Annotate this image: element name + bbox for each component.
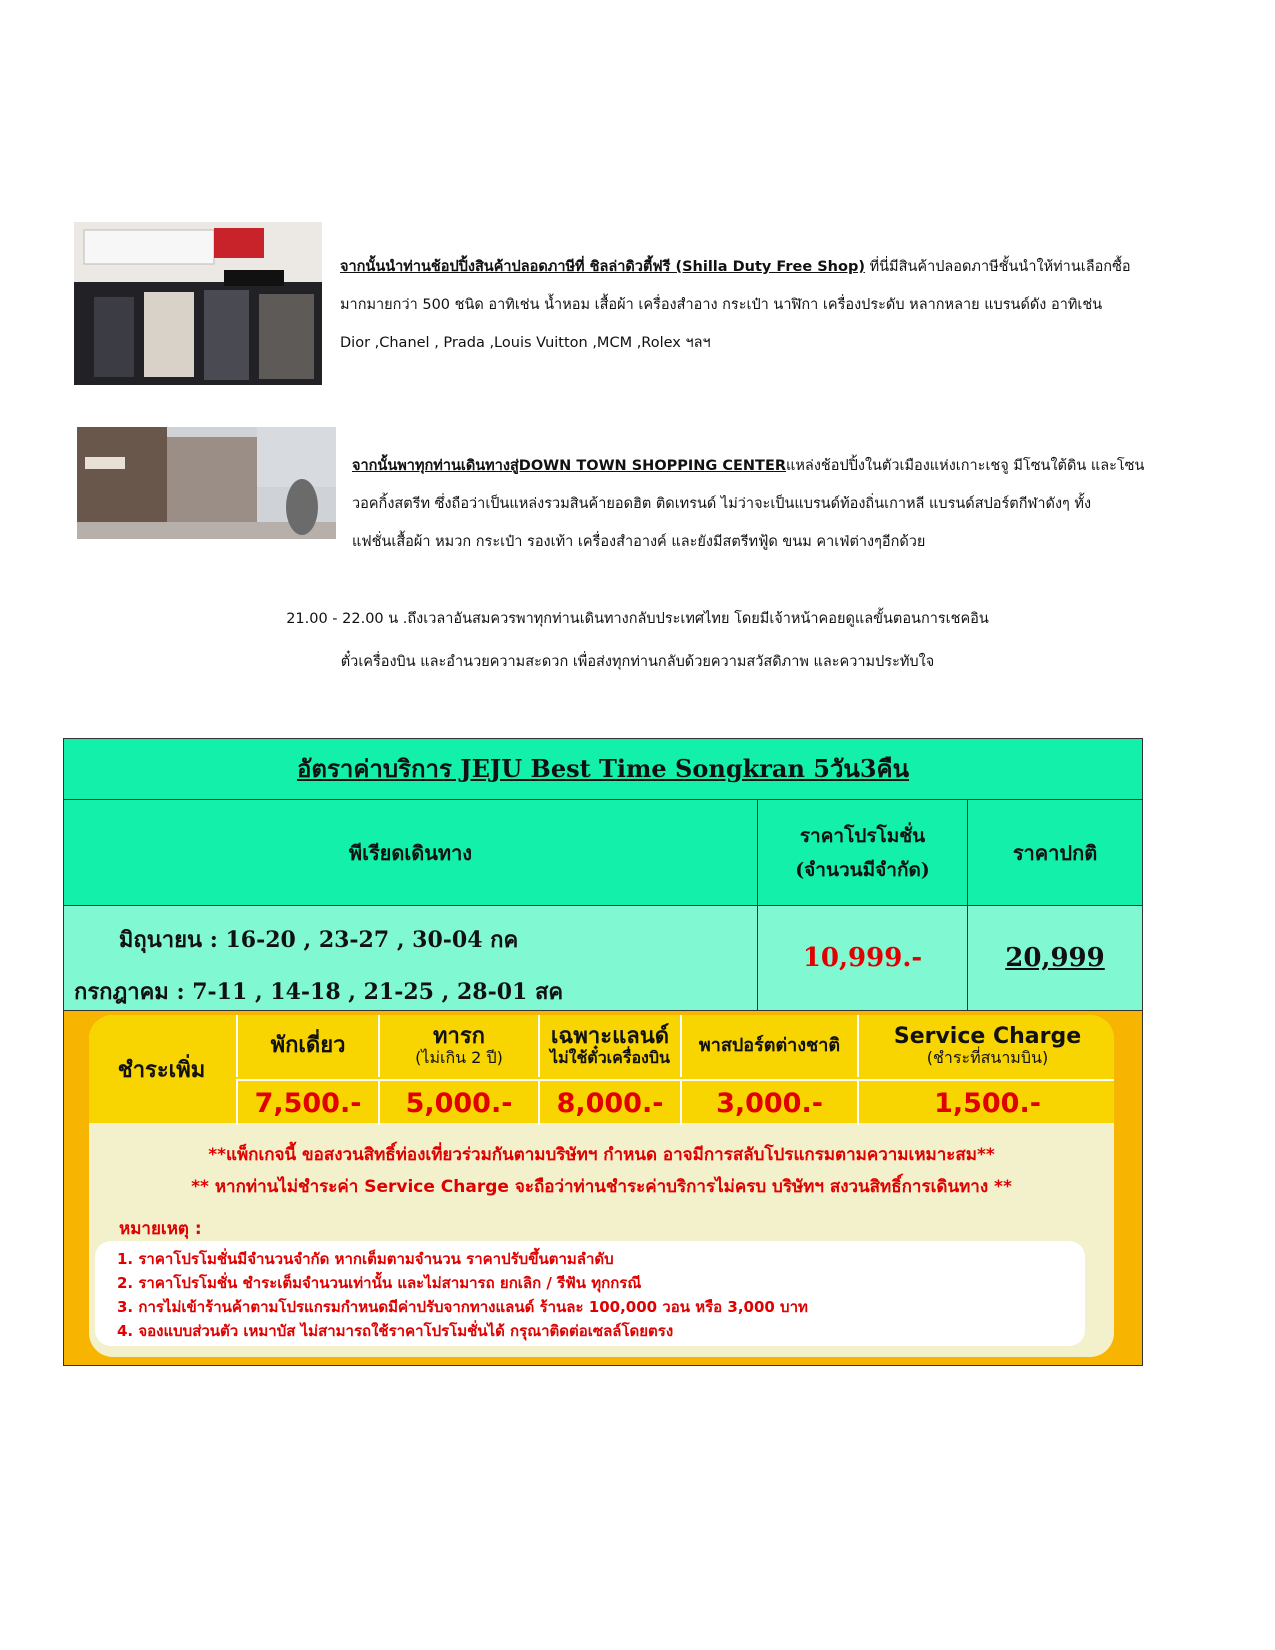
shop-front-illustration bbox=[74, 222, 322, 385]
extra-header-foreign-passport bbox=[680, 1015, 857, 1077]
downtown-line1-rest: แหล่งช้อปปิ้งในตัวเมืองแห่งเกาะเชจู มีโซนใต้ดิน และโซน bbox=[786, 458, 1145, 474]
header-period: พีเรียดเดินทาง bbox=[64, 800, 758, 905]
table-header-row bbox=[64, 800, 1142, 906]
extra-header-service-charge bbox=[857, 1015, 1114, 1077]
header-promo-line2: (จำนวนมีจำกัด) bbox=[795, 858, 930, 881]
shilla-lead: จากนั้นนำท่านช้อปปิ้งสินค้าปลอดภาษีที่ ชิลล่าดิวตี้ฟรี (Shilla Duty Free Shop) bbox=[340, 259, 865, 275]
note-item: 2. ราคาโปรโมชั่น ชำระเต็มจำนวนเท่านั้น และไม่สามารถ ยกเลิก / รีฟัน ทุกกรณี bbox=[117, 1274, 642, 1292]
extra-header-single bbox=[236, 1015, 378, 1077]
price-table bbox=[63, 738, 1143, 1366]
price-landonly: 8,000.- bbox=[538, 1079, 680, 1125]
header-normal: ราคาปกติ bbox=[1012, 840, 1098, 865]
warning-line1: **แพ็กเกจนี้ ขอสงวนสิทธิ์ท่องเที่ยวร่วมกันตามบริษัทฯ กำหนด อาจมีการสลับโปรแกรมตามความเหมาะสม** bbox=[208, 1145, 995, 1165]
note-item: 1. ราคาโปรโมชั่นมีจำนวนจำกัด หากเต็มตามจำนวน ราคาปรับขึ้นตามลำดับ bbox=[117, 1250, 614, 1268]
table-row bbox=[64, 906, 1142, 1011]
header-promo-line1: ราคาโปรโมชั่น bbox=[799, 824, 926, 847]
downtown-street-photo bbox=[77, 427, 336, 539]
extra-landonly-sub: ไม่ใช้ตั๋วเครื่องบิน bbox=[550, 1048, 670, 1067]
price-service-charge: 1,500.- bbox=[857, 1079, 1114, 1125]
header-promo bbox=[758, 800, 968, 905]
extra-passport-main: พาสปอร์ตต่างชาติ bbox=[698, 1035, 841, 1056]
shilla-line1-rest: ที่นี่มีสินค้าปลอดภาษีชั้นนำให้ท่านเลือกซื้อ bbox=[864, 259, 1131, 275]
extra-service-main: Service Charge bbox=[893, 1024, 1082, 1049]
extra-label: ชำระเพิ่ม bbox=[117, 1057, 206, 1083]
date-july: กรกฎาคม : 7-11 , 14-18 , 21-25 , 28-01 สค bbox=[74, 979, 564, 1005]
downtown-line2: วอคกิ้งสตรีท ซึ่งถือว่าเป็นแหล่งรวมสินค้ายอดฮิต ติดเทรนด์ ไม่ว่าจะเป็นแบรนด์ท้องถิ่นเกาหลี แบรนด์สปอร์ตกีฬาดังๆ ทั้ง bbox=[352, 496, 1092, 512]
price-infant: 5,000.- bbox=[378, 1079, 538, 1125]
date-june: มิถุนายน : 16-20 , 23-27 , 30-04 กค bbox=[118, 927, 519, 953]
shilla-description bbox=[340, 248, 1240, 362]
extra-service-sub: (ชำระที่สนามบิน) bbox=[926, 1048, 1049, 1067]
shilla-line2: มากมายกว่า 500 ชนิด อาทิเช่น น้ำหอม เสื้อผ้า เครื่องสำอาง กระเป๋า นาฬิกา เครื่องประดับ หลากหลาย แบรนด์ดัง อาทิเช่น bbox=[340, 297, 1103, 313]
extra-infant-main: ทารก bbox=[433, 1024, 485, 1049]
warning-line2: ** หากท่านไม่ชำระค่า Service Charge จะถือว่าท่านชำระค่าบริการไม่ครบ บริษัทฯ สงวนสิทธิ์การเดินทาง ** bbox=[191, 1177, 1012, 1197]
promo-price: 10,999.- bbox=[758, 906, 968, 1010]
extra-header-infant bbox=[378, 1015, 538, 1077]
street-illustration bbox=[77, 427, 336, 539]
table-title: อัตราค่าบริการ JEJU Best Time Songkran 5วัน3คืน bbox=[64, 739, 1142, 800]
downtown-description bbox=[352, 447, 1252, 561]
extra-infant-sub: (ไม่เกิน 2 ปี) bbox=[415, 1048, 503, 1067]
downtown-lead: จากนั้นพาทุกท่านเดินทางสู่DOWN TOWN SHOPPING CENTER bbox=[352, 458, 787, 474]
extra-charges-panel bbox=[89, 1015, 1114, 1357]
return-line2: ตั๋วเครื่องบิน และอำนวยความสะดวก เพื่อส่งทุกท่านกลับด้วยความสวัสดิภาพ และความประทับใจ bbox=[340, 654, 935, 670]
extra-landonly-main: เฉพาะแลนด์ bbox=[550, 1024, 670, 1049]
price-foreign-passport: 3,000.- bbox=[680, 1079, 857, 1125]
price-single: 7,500.- bbox=[236, 1079, 378, 1125]
normal-price: 20,999 bbox=[1005, 943, 1105, 973]
notes-box bbox=[95, 1241, 1085, 1346]
note-item: 4. จองแบบส่วนตัว เหมาบัส ไม่สามารถใช้ราคาโปรโมชั่นได้ กรุณาติดต่อเซลล์โดยตรง bbox=[117, 1322, 674, 1340]
return-line1: 21.00 - 22.00 น .ถึงเวลาอันสมควรพาทุกท่านเดินทางกลับประเทศไทย โดยมีเจ้าหน้าคอยดูแลขั้นตอนการเชคอิน bbox=[286, 611, 989, 627]
period-cell bbox=[64, 906, 758, 1010]
extra-header-landonly bbox=[538, 1015, 680, 1077]
downtown-line3: แฟชั่นเสื้อผ้า หมวก กระเป๋า รองเท้า เครื่องสำอางค์ และยังมีสตรีทฟู้ด ขนม คาเฟ่ต่างๆอีกด้วย bbox=[352, 534, 926, 550]
notes-title: หมายเหตุ : bbox=[119, 1219, 202, 1239]
shilla-duty-free-photo bbox=[74, 222, 322, 385]
shilla-line3: Dior ,Chanel , Prada ,Louis Vuitton ,MCM ,Rolex ฯลฯ bbox=[340, 335, 711, 351]
extra-charges-section bbox=[64, 1011, 1142, 1365]
note-item: 3. การไม่เข้าร้านค้าตามโปรแกรมกำหนดมีค่าปรับจากทางแลนด์ ร้านละ 100,000 วอน หรือ 3,000 บาท bbox=[117, 1298, 808, 1316]
extra-single-main: พักเดี่ยว bbox=[270, 1033, 346, 1058]
